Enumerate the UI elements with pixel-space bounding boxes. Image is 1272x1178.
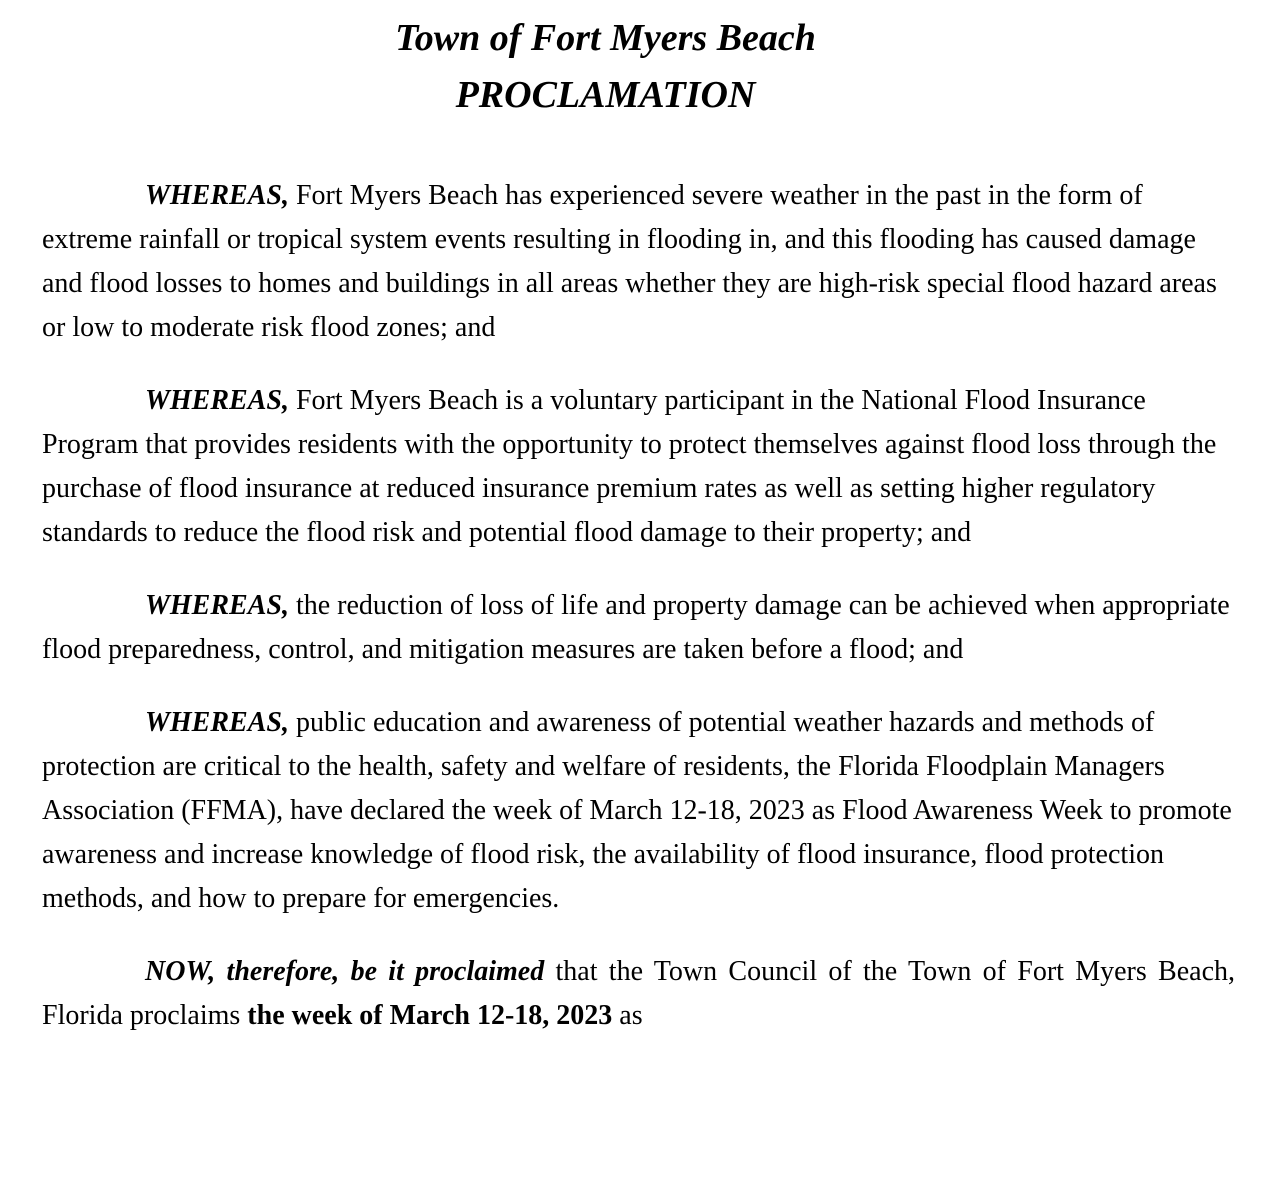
document-title — [42, 10, 1169, 124]
now-therefore-lead: NOW, therefore, be it proclaimed — [145, 956, 545, 987]
paragraph-text-4: public education and awareness of potential weather hazards and methods of protection are critical to the health, safety and welfare of residents, the Florida Floodplain Managers Association (FFMA), have declared the week of March 12-18, 2023 as Flood Awareness Week to promote awareness and increase knowledge of flood risk, the availability of flood insurance, flood protection methods, and how to prepare for emergencies. — [42, 707, 1232, 914]
whereas-lead-1: WHEREAS, — [145, 180, 289, 211]
paragraph-text-3: the reduction of loss of life and property damage can be achieved when appropriate flood preparedness, control, and mitigation measures are taken before a flood; and — [42, 590, 1230, 665]
proclamation-text-end: as — [612, 1000, 643, 1031]
title-town-name: Town of Fort Myers Beach — [395, 17, 816, 59]
paragraph-text-2: Fort Myers Beach is a voluntary participant in the National Flood Insurance Program that provides residents with the opportunity to protect themselves against flood loss through the purchase of flood insurance at reduced insurance premium rates as well as setting higher regulatory standards to reduce the flood risk and potential flood damage to their property; and — [42, 385, 1217, 548]
paragraph-whereas-1 — [42, 174, 1235, 350]
paragraph-whereas-3 — [42, 584, 1235, 672]
whereas-lead-2: WHEREAS, — [145, 385, 289, 416]
paragraph-whereas-4 — [42, 701, 1235, 921]
whereas-lead-4: WHEREAS, — [145, 707, 289, 738]
title-proclamation: PROCLAMATION — [455, 74, 756, 116]
paragraph-text-1: Fort Myers Beach has experienced severe weather in the past in the form of extreme rainfall or tropical system events resulting in flooding in, and this flooding has caused damage and flood losses to homes and buildings in all areas whether they are high-risk special flood hazard areas or low to moderate risk flood zones; and — [42, 180, 1217, 343]
paragraph-whereas-2 — [42, 379, 1235, 555]
proclaimed-week-text: the week of March 12-18, 2023 — [247, 1000, 613, 1031]
paragraph-proclamation-clause — [42, 950, 1235, 1038]
proclamation-text: that the Town Council of the Town of Fort Myers Beach, Florida proclaims — [42, 956, 1235, 1031]
whereas-lead-3: WHEREAS, — [145, 590, 289, 621]
